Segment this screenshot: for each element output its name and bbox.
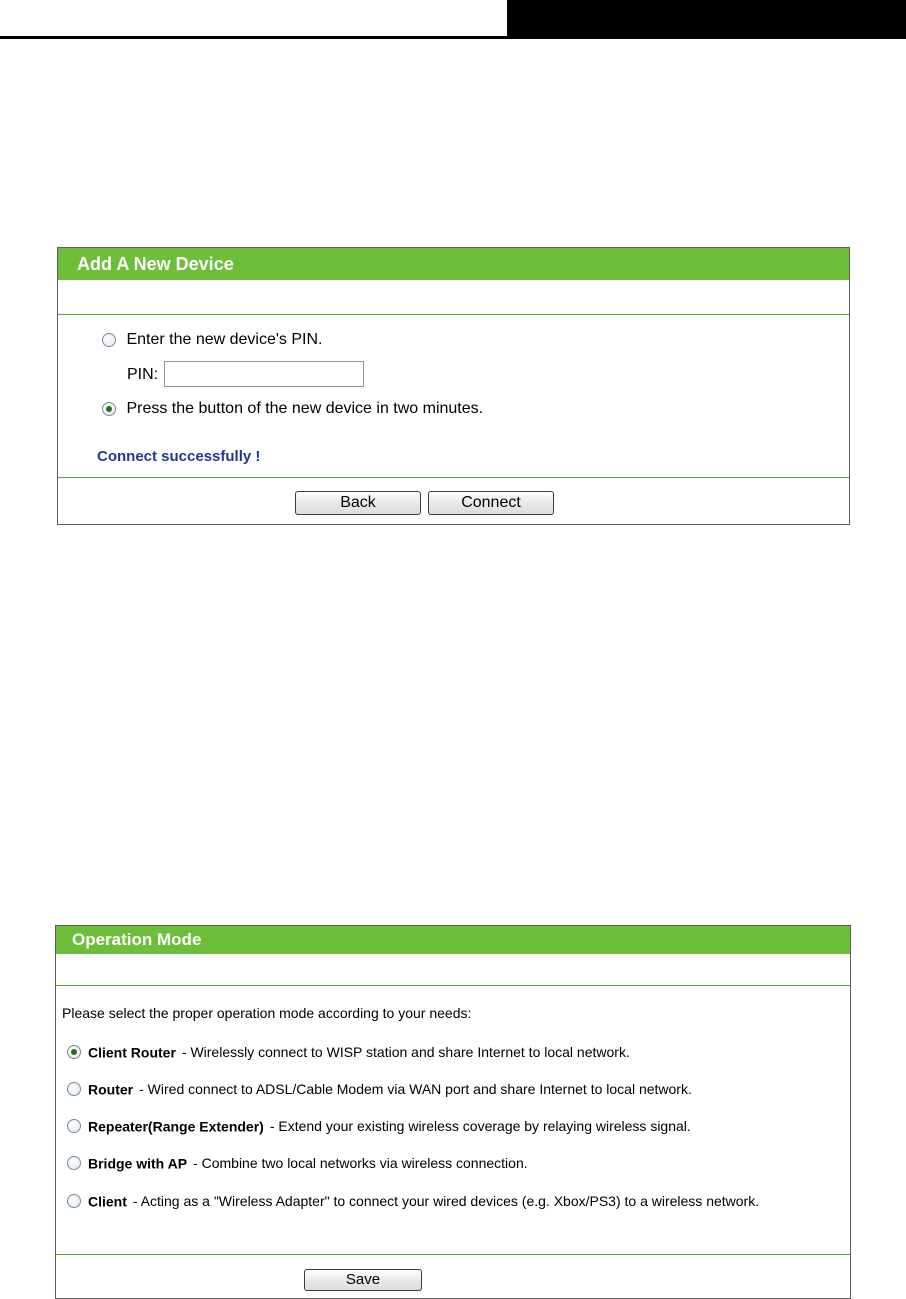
status-message: Connect successfully ! bbox=[97, 448, 261, 465]
intro-text: Please select the proper operation mode according to your needs: bbox=[62, 1005, 472, 1021]
pin-option-label: Enter the new device's PIN. bbox=[126, 331, 323, 348]
save-button[interactable]: Save bbox=[304, 1269, 422, 1291]
operation-mode-panel bbox=[55, 925, 851, 1299]
pin-input[interactable] bbox=[164, 361, 364, 387]
mode-client[interactable] bbox=[67, 1192, 759, 1209]
mode-repeater[interactable] bbox=[67, 1117, 691, 1134]
mode-description: - Acting as a "Wireless Adapter" to connect your wired devices (e.g. Xbox/PS3) to a wireless network. bbox=[132, 1193, 760, 1210]
mode-description: - Combine two local networks via wireless connection. bbox=[193, 1155, 528, 1172]
page-header-block bbox=[507, 0, 906, 39]
push-option-radio[interactable] bbox=[102, 402, 116, 416]
back-button[interactable]: Back bbox=[295, 491, 421, 515]
mode-radio[interactable] bbox=[67, 1119, 81, 1133]
mode-bridge-with-ap[interactable] bbox=[67, 1154, 528, 1171]
mode-description: - Wired connect to ADSL/Cable Modem via WAN port and share Internet to local network. bbox=[139, 1081, 692, 1098]
mode-name: Client Router bbox=[88, 1044, 176, 1061]
panel-subheader bbox=[56, 954, 850, 986]
add-new-device-panel bbox=[57, 247, 850, 525]
mode-client-router[interactable] bbox=[67, 1043, 630, 1060]
footer-divider bbox=[56, 1254, 850, 1255]
panel-subheader bbox=[58, 280, 849, 315]
page-header-rule bbox=[0, 36, 906, 39]
push-option-row[interactable] bbox=[102, 400, 483, 418]
mode-radio[interactable] bbox=[67, 1194, 81, 1208]
panel-title: Operation Mode bbox=[56, 926, 850, 954]
pin-label: PIN: bbox=[127, 366, 159, 383]
mode-radio[interactable] bbox=[67, 1082, 81, 1096]
footer-divider bbox=[58, 477, 849, 478]
mode-name: Client bbox=[88, 1193, 127, 1210]
mode-description: - Extend your existing wireless coverage by relaying wireless signal. bbox=[269, 1118, 691, 1135]
push-option-label: Press the button of the new device in two minutes. bbox=[126, 400, 484, 417]
pin-option-radio[interactable] bbox=[102, 333, 116, 347]
mode-radio[interactable] bbox=[67, 1156, 81, 1170]
mode-radio[interactable] bbox=[67, 1045, 81, 1059]
connect-button[interactable]: Connect bbox=[428, 491, 554, 515]
mode-router[interactable] bbox=[67, 1080, 692, 1097]
mode-name: Repeater(Range Extender) bbox=[88, 1118, 264, 1135]
mode-name: Router bbox=[88, 1081, 134, 1098]
panel-title: Add A New Device bbox=[58, 248, 849, 280]
pin-option-row[interactable] bbox=[102, 331, 323, 349]
mode-name: Bridge with AP bbox=[88, 1155, 188, 1172]
mode-description: - Wirelessly connect to WISP station and share Internet to local network. bbox=[181, 1044, 630, 1061]
